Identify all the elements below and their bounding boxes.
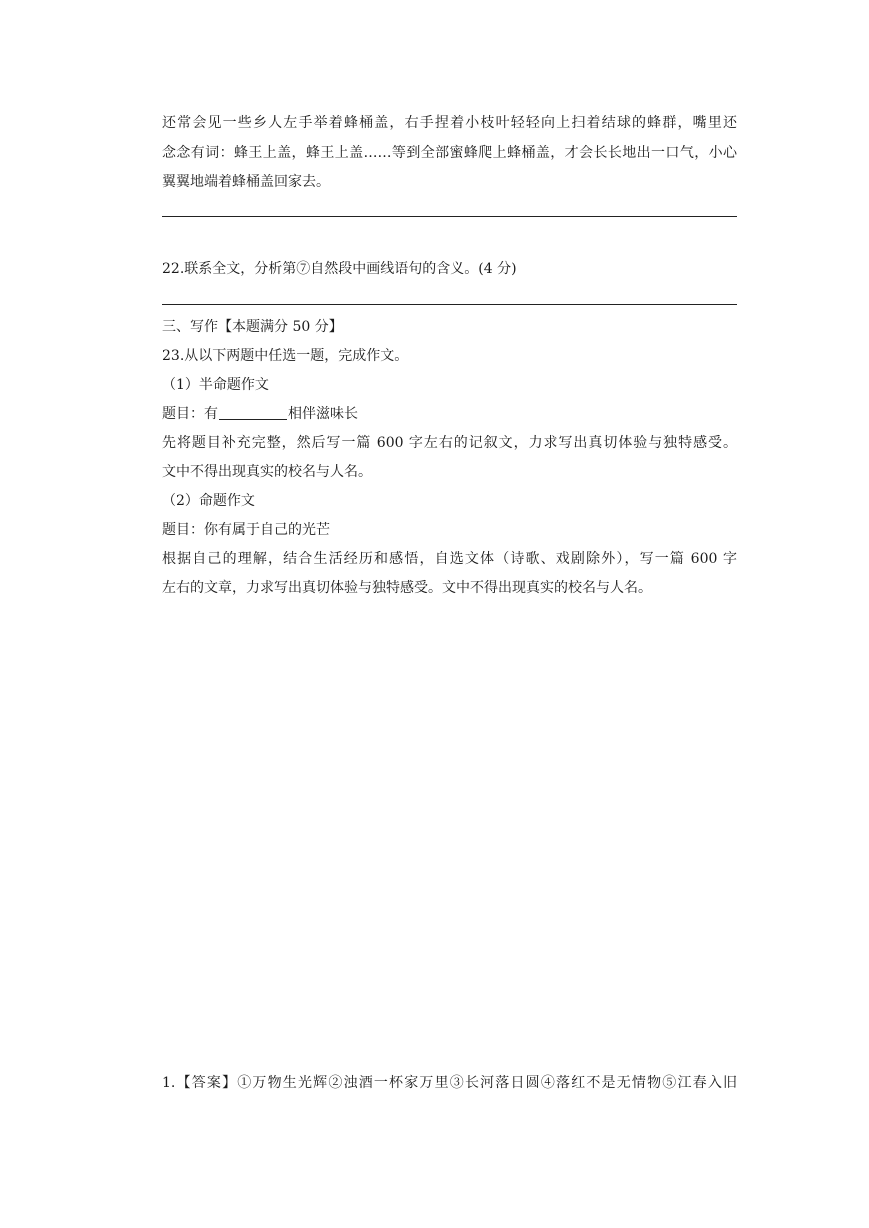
option-1-topic [162,404,358,424]
answer-line-1: 1.【答案】①万物生光辉②浊酒一杯家万里③长河落日圆④落红不是无情物⑤江春入旧 [162,1075,737,1091]
option-1-requirement-line-2: 文中不得出现真实的校名与人名。 [162,464,372,480]
passage-line-3: 翼翼地端着蜂桶盖回家去。 [162,174,330,190]
option-2-requirement-line-1: 根据自己的理解，结合生活经历和感悟，自选文体（诗歌、戏剧除外），写一篇 600 字 [162,551,737,567]
option-1-topic-prefix: 题目：有 [162,406,218,422]
option-1-topic-suffix: 相伴滋味长 [288,406,358,422]
passage-line-2: 念念有词：蜂王上盖，蜂王上盖……等到全部蜜蜂爬上蜂桶盖，才会长长地出一口气，小心 [162,145,737,161]
option-1-title: （1）半命题作文 [162,377,269,393]
option-2-topic: 题目：你有属于自己的光芒 [162,522,330,538]
answer-line [162,216,737,217]
question-23: 23.从以下两题中任选一题，完成作文。 [162,348,409,364]
writing-section-title: 三、写作【本题满分 50 分】 [162,319,343,335]
option-1-requirement-line-1: 先将题目补充完整，然后写一篇 600 字左右的记叙文，力求写出真切体验与独特感受。 [162,435,737,451]
question-22: 22.联系全文，分析第⑦自然段中画线语句的含义。(4 分) [162,261,517,277]
option-2-title: （2）命题作文 [162,493,255,509]
answer-line [162,304,737,305]
option-2-requirement-line-2: 左右的文章，力求写出真切体验与独特感受。文中不得出现真实的校名与人名。 [162,580,652,596]
fill-in-blank [219,405,287,420]
passage-line-1: 还常会见一些乡人左手举着蜂桶盖，右手捏着小枝叶轻轻向上扫着结球的蜂群，嘴里还 [162,115,737,131]
